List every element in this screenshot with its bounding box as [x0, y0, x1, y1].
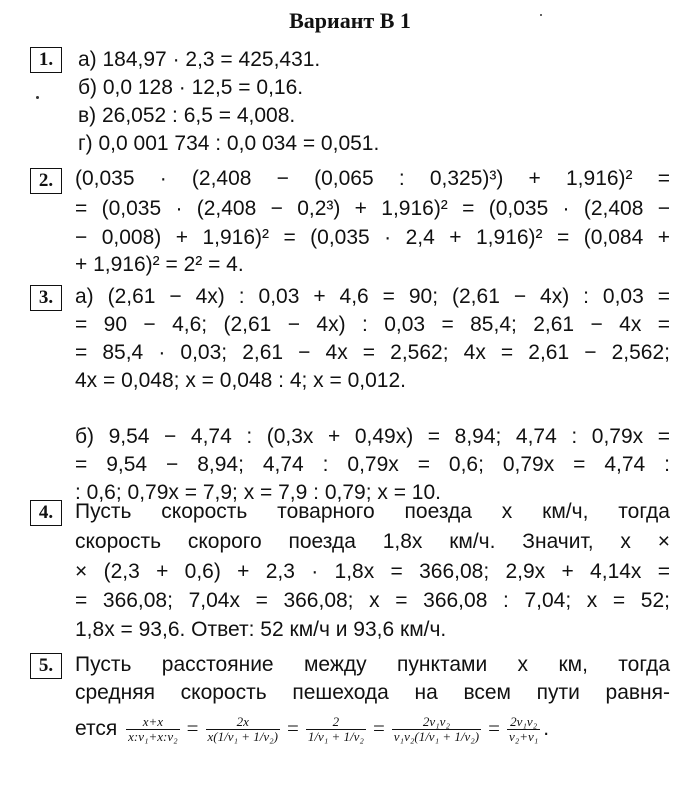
numerator: 2: [332, 713, 340, 729]
problem-3-line: : 0,6; 0,79x = 7,9; x = 7,9 : 0,79; x = 10.: [75, 481, 441, 504]
numerator: 2v₁v₂: [510, 713, 538, 729]
problem-2-line: = (0,035 · (2,408 − 0,2³) + 1,916)² = (0,035 · (2,408 −: [75, 197, 670, 220]
fraction: [126, 715, 180, 744]
problem-5-line: ется: [75, 717, 118, 740]
problem-number-2: 2.: [30, 168, 62, 194]
numerator: 2x: [236, 713, 249, 729]
problem-2-line: (0,035 · (2,408 − (0,065 : 0,325)³) + 1,916)² =: [75, 167, 670, 190]
problem-3-line: б) 9,54 − 4,74 : (0,3x + 0,49x) = 8,94; 4,74 : 0,79x =: [75, 425, 670, 448]
problem-4-line: = 366,08; 7,04x = 366,08; x = 366,08 : 7,04; x = 52;: [75, 589, 670, 612]
scan-speck: [36, 96, 39, 99]
problem-number-4: 4.: [30, 500, 62, 526]
fraction: [507, 715, 540, 744]
denominator: v₁v₂(1/v₁ + 1/v₂): [393, 728, 480, 744]
problem-2-line: + 1,916)² = 2² = 4.: [75, 253, 244, 276]
problem-4-line: Пусть скорость товарного поезда x км/ч, тогда: [75, 500, 670, 523]
equals-sign: =: [372, 716, 385, 740]
problem-5-line: средняя скорость пешехода на всем пути равня-: [75, 681, 670, 704]
numerator: x+x: [142, 713, 164, 729]
page-title: Вариант В 1: [289, 8, 411, 33]
problem-number-5: 5.: [30, 653, 62, 679]
problem-2-line: − 0,008) + 1,916)² = (0,035 · 2,4 + 1,916)² = (0,084 +: [75, 226, 670, 249]
problem-1-line: г) 0,0 001 734 : 0,0 034 = 0,051.: [78, 132, 380, 155]
denominator: x(1/v₁ + 1/v₂): [207, 728, 279, 744]
problem-3-line: = 85,4 · 0,03; 2,61 − 4x = 2,562; 4x = 2,61 − 2,562;: [75, 341, 670, 364]
problem-3-line: = 9,54 − 8,94; 4,74 : 0,79x = 0,6; 0,79x = 4,74 :: [75, 453, 670, 476]
fraction: [206, 715, 281, 744]
problem-4-line: × (2,3 + 0,6) + 2,3 · 1,8x = 366,08; 2,9x + 4,14x =: [75, 560, 670, 583]
equals-sign: =: [186, 716, 199, 740]
fraction: [392, 715, 481, 744]
problem-4-line: 1,8x = 93,6. Ответ: 52 км/ч и 93,6 км/ч.: [75, 618, 447, 641]
denominator: 1/v₁ + 1/v₂: [307, 728, 364, 744]
problem-5-line: Пусть расстояние между пунктами x км, тогда: [75, 653, 670, 676]
problem-4-line: скорость скорого поезда 1,8x км/ч. Значит, x ×: [75, 530, 670, 553]
problem-3-line: 4x = 0,048; x = 0,048 : 4; x = 0,012.: [75, 369, 406, 392]
problem-3-line: = 90 − 4,6; (2,61 − 4x) : 0,03 = 85,4; 2,61 − 4x =: [75, 313, 670, 336]
fraction: [306, 715, 366, 744]
problem-1-line: в) 26,052 : 6,5 = 4,008.: [78, 104, 296, 127]
problem-number-1: 1.: [30, 47, 62, 73]
numerator: 2v₁v₂: [422, 713, 450, 729]
denominator: x:v₁+x:v₂: [128, 728, 178, 744]
problem-number-3: 3.: [30, 285, 62, 311]
equals-sign: =: [488, 716, 500, 740]
problem-5-formula-line: [75, 708, 670, 749]
problem-1-line: б) 0,0 128 · 12,5 = 0,16.: [78, 76, 304, 99]
scan-speck: [540, 14, 542, 16]
problem-1-line: а) 184,97 · 2,3 = 425,431.: [78, 48, 321, 71]
period: .: [543, 717, 550, 740]
denominator: v₂+v₁: [508, 728, 539, 744]
equals-sign: =: [287, 716, 299, 740]
problem-3-line: а) (2,61 − 4x) : 0,03 + 4,6 = 90; (2,61 − 4x) : 0,03 =: [75, 285, 670, 308]
